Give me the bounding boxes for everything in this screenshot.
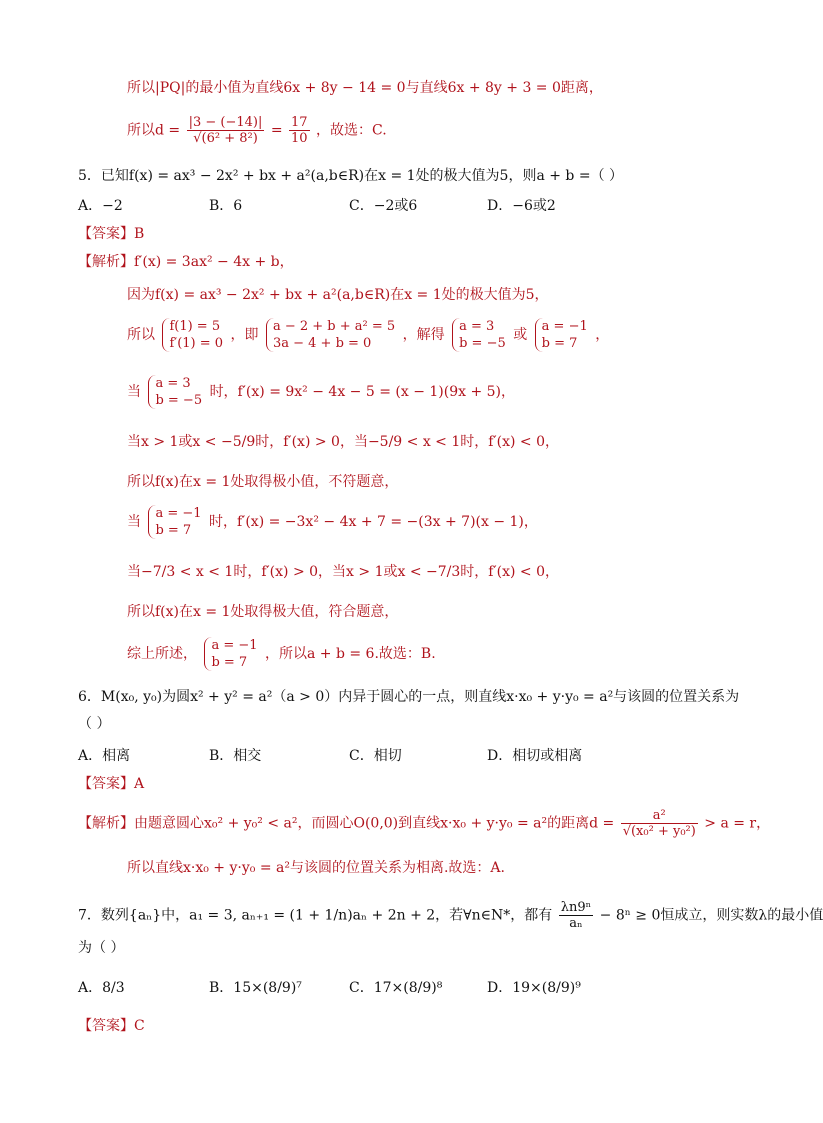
question-7-stem [78,900,823,931]
numerator: a² [621,808,698,824]
equation-system [148,375,202,409]
text: ，所以a + b = 6.故选：B. [264,646,436,662]
q5-analysis-line-6: 所以f(x)在x = 1处取得极小值，不符题意， [127,474,399,490]
q5-analysis-line-1 [78,252,294,272]
text: ，即 [230,327,259,343]
text: 当 [127,384,141,400]
analysis-label: 【解析】 [78,815,134,832]
line-distance [127,115,387,146]
q5-option-d: D．−6或2 [487,198,556,214]
answer-value: B [134,226,145,242]
q5-analysis-line-9: 所以f(x)在x = 1处取得极大值，符合题意， [127,604,399,620]
equation: b = 7 [541,336,578,351]
q6-analysis-line-1 [78,808,770,839]
q6-option-d: D．相切或相离 [487,748,583,764]
fraction [621,808,698,839]
text: = [270,122,283,139]
answer-label: 【答案】 [78,226,134,242]
equation-system [204,637,257,671]
equation: a − 2 + b + a² = 5 [272,319,396,334]
answer-label: 【答案】 [78,1018,134,1034]
text: 当 [127,514,141,530]
equation-system [535,318,588,352]
text: − 8ⁿ ≥ 0恒成立，则实数λ的最小值 [599,907,823,924]
answer-value: A [134,776,145,792]
denominator: aₙ [569,916,583,931]
q6-analysis-line-2: 所以直线x·x₀ + y·y₀ = a²与该圆的位置关系为相离.故选：A. [127,860,505,876]
equation: a = 3 [155,376,191,391]
question-5-stem: 5．已知f(x) = ax³ − 2x² + bx + a²(a,b∈R)在x = 1处的极大值为5，则a + b =（ ） [78,168,624,184]
text: ，故选：C. [316,122,387,139]
q5-answer [78,224,144,244]
equation: f′(1) = 0 [169,336,224,351]
q7-option-b: B．15×(8/9)⁷ [209,980,302,996]
text: 或 [513,327,528,343]
fraction [289,115,310,146]
numerator: 17 [291,115,308,130]
equation-system [266,318,395,352]
equation-system [162,318,223,352]
text: 所以 [127,327,155,343]
q5-analysis-line-4 [127,375,515,409]
question-7-stem-cont: 为（ ） [78,940,125,956]
fraction [187,115,265,146]
numerator: |3 − (−14)| [188,115,263,130]
q6-option-a: A．相离 [78,748,131,764]
text: 综上所述， [127,646,197,662]
q6-option-c: C．相切 [349,748,402,764]
q7-option-c: C．17×(8/9)⁸ [349,980,443,996]
q6-option-b: B．相交 [209,748,262,764]
equation: a = −1 [155,506,202,521]
equation: b = −5 [155,393,203,408]
analysis-label: 【解析】 [78,254,134,270]
text: ，解得 [402,327,445,343]
q7-option-d: D．19×(8/9)⁹ [487,980,581,996]
q5-option-b: B．6 [209,198,243,214]
equation: a = 3 [459,319,495,334]
question-6-stem: 6．M(x₀, y₀)为圆x² + y² = a²（a > 0）内异于圆心的一点，则直线x·x₀ + y·y₀ = a²与该圆的位置关系为 [78,689,740,705]
equation-system [148,505,201,539]
q5-option-c: C．−2或6 [349,198,418,214]
text: 所以d = [127,122,181,139]
text: 时，f′(x) = 9x² − 4x − 5 = (x − 1)(9x + 5)， [209,384,516,400]
equation: a = −1 [211,638,258,653]
question-6-stem-cont: （ ） [78,716,111,732]
q7-option-a: A．8/3 [78,980,125,996]
denominator: 10 [291,131,308,146]
q5-analysis-line-2: 因为f(x) = ax³ − 2x² + bx + a²(a,b∈R)在x = 1处的极大值为5， [127,287,549,303]
equation: a = −1 [541,319,588,334]
answer-label: 【答案】 [78,776,134,792]
equation: 3a − 4 + b = 0 [272,336,372,351]
numerator: λn9ⁿ [560,900,592,915]
text: 7．数列{aₙ}中，a₁ = 3, aₙ₊₁ = (1 + 1/n)aₙ + 2n + 2，若∀n∈N*，都有 [78,907,553,924]
text: 由题意圆心x₀² + y₀² < a²，而圆心O(0,0)到直线x·x₀ + y·y₀ = a²的距离d = [134,815,615,832]
text: > a = r， [704,815,771,832]
q5-option-a: A．−2 [78,198,123,214]
fraction [559,900,594,931]
q5-analysis-line-3 [127,318,609,352]
equation: b = 7 [211,655,248,670]
q5-analysis-line-10 [127,637,436,671]
answer-value: C [134,1018,145,1034]
q7-answer [78,1016,145,1036]
q5-analysis-line-7 [127,505,538,539]
text: f′(x) = 3ax² − 4x + b， [134,254,294,270]
equation: b = −5 [459,336,506,351]
q5-analysis-line-5: 当x > 1或x < −5/9时，f′(x) > 0，当−5/9 < x < 1时，f′(x) < 0， [127,434,559,450]
equation: b = 7 [155,523,192,538]
equation: f(1) = 5 [169,319,221,334]
q6-answer [78,774,144,794]
equation-system [452,318,506,352]
q5-analysis-line-8: 当−7/3 < x < 1时，f′(x) > 0，当x > 1或x < −7/3时，f′(x) < 0， [127,564,559,580]
text: 时，f′(x) = −3x² − 4x + 7 = −(3x + 7)(x − 1)， [208,514,538,530]
denominator: √(x₀² + y₀²) [622,824,696,839]
text: ， [595,327,610,343]
denominator: √(6² + 8²) [193,131,258,146]
line-pq-min: 所以|PQ|的最小值为直线6x + 8y − 14 = 0与直线6x + 8y + 3 = 0距离， [127,80,603,96]
